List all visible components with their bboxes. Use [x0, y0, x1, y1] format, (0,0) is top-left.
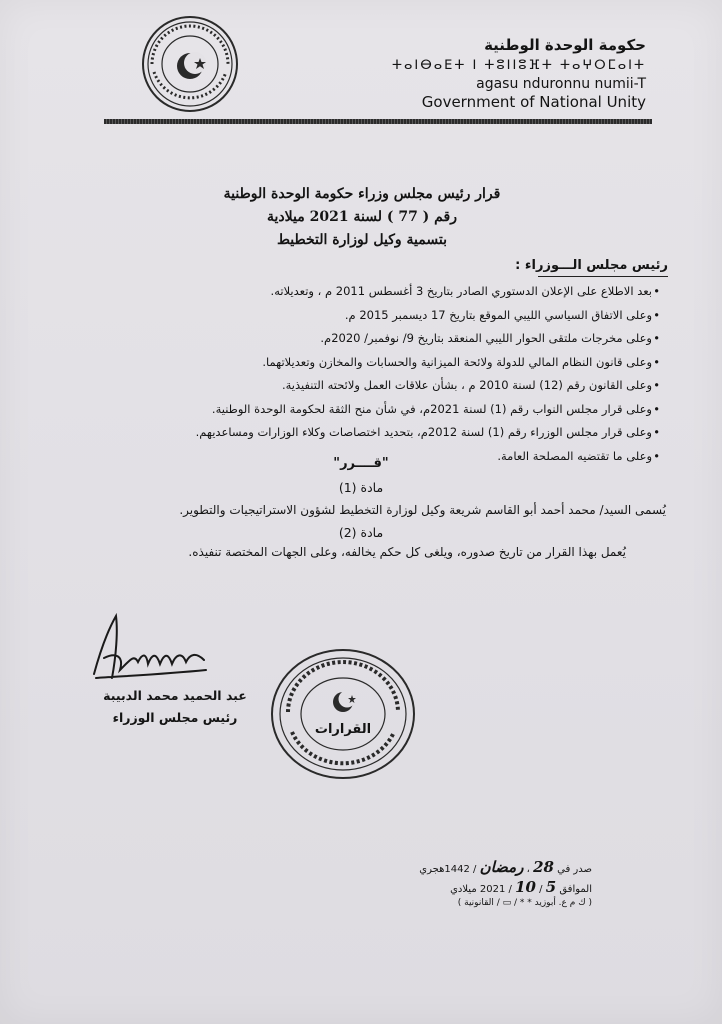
preamble-clauses [60, 280, 660, 468]
header-amazigh-latin: agasu nduronnu numii-T [476, 76, 646, 92]
title-line-2: رقم ( 77 ) لسنة 2021 ميلادية [267, 209, 457, 225]
clause-item: •وعلى القانون رقم (12) لسنة 2010 م ، بشأن علاقات العمل ولائحته التنفيذية. [281, 378, 660, 392]
clause-item: •وعلى قرار مجلس النواب رقم (1) لسنة 2021م، في شأن منح الثقة لحكومة الوحدة الوطنية. [211, 401, 660, 416]
signatory-name: عبد الحميد محمد الدبيبة [103, 688, 247, 703]
handwritten-signature [86, 612, 216, 692]
government-logo [140, 14, 240, 114]
clause-item: •وعلى الاتفاق السياسي الليبي الموقع بتاريخ 17 ديسمبر 2015 م. [344, 307, 660, 322]
title-line-1: قرار رئيس مجلس وزراء حكومة الوحدة الوطنية [223, 186, 501, 202]
header-tifinagh: ⵜⴰⵏⴱⴰⴹⵜ ⵏ ⵜⵓⵏⵏⵓⴼⵜ ⵜⴰⵖⵔⵎⴰⵏⵜ [391, 58, 646, 73]
pm-label: رئيس مجلس الـــوزراء : [515, 258, 668, 273]
pm-label-underline [538, 276, 668, 277]
stamp-center-text: القرارات [314, 722, 372, 737]
clause-item: •وعلى ما تقتضيه المصلحة العامة. [497, 448, 660, 463]
official-stamp [268, 646, 418, 782]
reference-line: ( ك م ع. أبوزيد * * / ▭ / القانونية ) [457, 898, 592, 908]
clause-item: •وعلى قانون النظام المالي للدولة ولائحة الميزانية والحسابات والمخازن وتعديلاتهما. [262, 354, 660, 369]
corresponding-date: الموافق 5 / 10 / 2021 ميلادي [450, 878, 592, 896]
issued-date: صدر في 28 ، رمضان / 1442هجري [419, 858, 592, 876]
header-divider [104, 119, 652, 124]
title-line-3: بتسمية وكيل لوزارة التخطيط [277, 232, 447, 248]
signatory-title: رئيس مجلس الوزراء [112, 710, 238, 725]
header-english: Government of National Unity [421, 93, 646, 111]
clause-item: •وعلى قرار مجلس الوزراء رقم (1) لسنة 2012م، بتحديد اختصاصات وكلاء الوزارات ومساعديهم. [195, 425, 660, 439]
clause-item: •بعد الاطلاع على الإعلان الدستوري الصادر بتاريخ 3 أغسطس 2011 م ، وتعديلاته. [270, 284, 660, 298]
header-arabic: حكومة الوحدة الوطنية [484, 36, 646, 54]
article-1-text: يُسمى السيد/ محمد أحمد أبو القاسم شريعة وكيل لوزارة التخطيط لشؤون الاستراتيجيات والتطوير. [179, 503, 666, 517]
article-1-heading: مادة (1) [338, 480, 384, 495]
article-2-text: يُعمل بهذا القرار من تاريخ صدوره، ويلغى كل حكم يخالفه، وعلى الجهات المختصة تنفيذه. [188, 545, 626, 559]
article-2-heading: مادة (2) [338, 525, 384, 540]
decision-heading: "قــــرر" [333, 456, 389, 471]
clause-item: •وعلى مخرجات ملتقى الحوار الليبي المنعقد بتاريخ 9/ نوفمبر/ 2020م. [320, 331, 660, 345]
